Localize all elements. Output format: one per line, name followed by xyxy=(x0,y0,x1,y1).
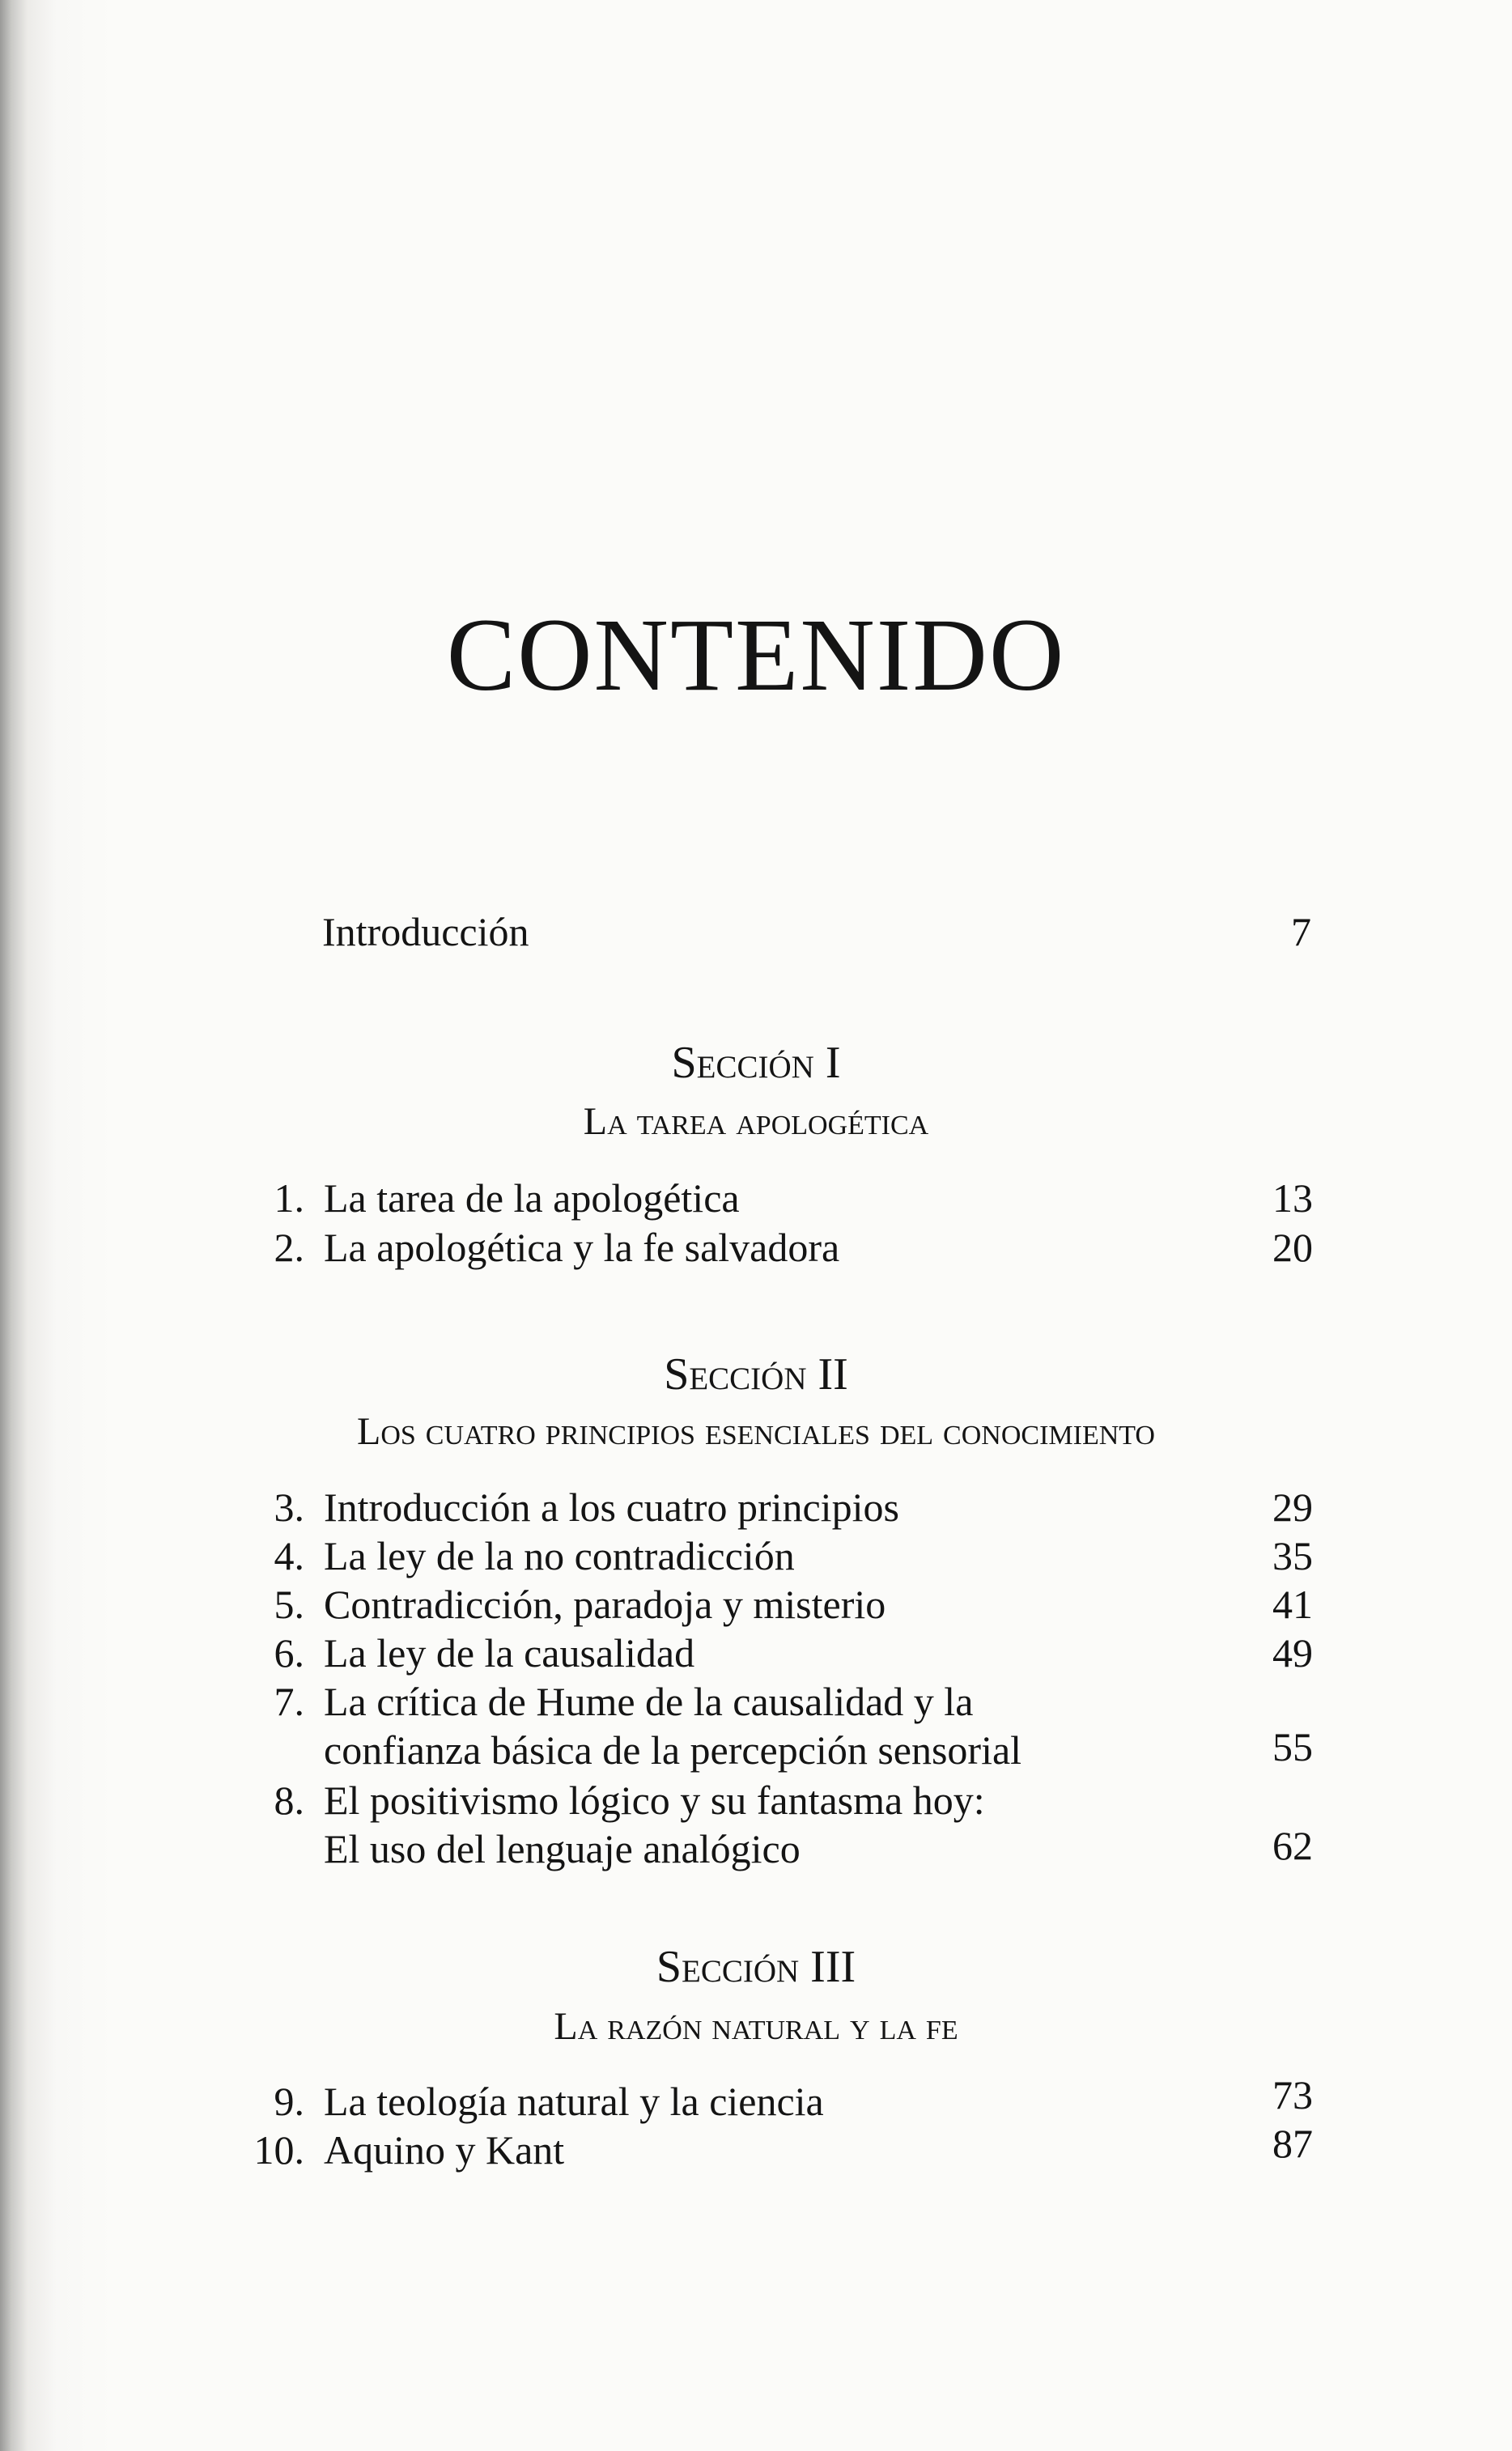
entry-page: 73 xyxy=(1272,2072,1313,2118)
entry-number: 5. xyxy=(274,1582,304,1627)
section-2-title: Los cuatro principios esenciales del conocimiento xyxy=(357,1410,1155,1453)
entry-number: 8. xyxy=(274,1778,304,1823)
entry-number: 3. xyxy=(274,1485,304,1530)
toc-entry xyxy=(0,1677,1512,1773)
entry-title: El positivismo lógico y su fantasma hoy: xyxy=(324,1778,985,1823)
section-3-title: La razón natural y la fe xyxy=(554,2005,958,2048)
entry-number: 4. xyxy=(274,1533,304,1578)
toc-entry xyxy=(0,1629,1512,1677)
entry-number: 2. xyxy=(274,1225,304,1270)
entry-title: La tarea de la apologética xyxy=(324,1175,740,1221)
entry-number: 10. xyxy=(253,2127,304,2173)
entry-title: La teología natural y la ciencia xyxy=(324,2079,824,2124)
entry-page: 87 xyxy=(1272,2121,1313,2166)
entry-number: 6. xyxy=(274,1630,304,1676)
entry-page: 20 xyxy=(1272,1225,1313,1270)
entry-title-continued: El uso del lenguaje analógico xyxy=(324,1826,801,1871)
entry-number: 1. xyxy=(274,1175,304,1221)
toc-entry xyxy=(0,1174,1512,1222)
section-2-number: Sección II xyxy=(664,1349,848,1400)
section-3-number: Sección III xyxy=(656,1942,856,1992)
entry-title: Introducción a los cuatro principios xyxy=(324,1485,899,1530)
page-title: CONTENIDO xyxy=(446,597,1066,712)
entry-number: 9. xyxy=(274,2079,304,2124)
entry-title-continued: confianza básica de la percepción sensorial xyxy=(324,1727,1022,1773)
entry-page: 49 xyxy=(1272,1630,1313,1676)
entry-title: La crítica de Hume de la causalidad y la xyxy=(324,1679,974,1724)
entry-title: Contradicción, paradoja y misterio xyxy=(324,1582,886,1627)
toc-entry xyxy=(0,1580,1512,1629)
toc-entry xyxy=(0,2072,1512,2126)
toc-entry xyxy=(0,1776,1512,1871)
entry-number: 7. xyxy=(274,1679,304,1724)
entry-title: La apologética y la fe salvadora xyxy=(324,1225,840,1270)
entry-page: 35 xyxy=(1272,1533,1313,1578)
section-1-title: La tarea apologética xyxy=(583,1100,929,1143)
entry-page: 62 xyxy=(1272,1823,1313,1868)
entry-title: Aquino y Kant xyxy=(324,2127,565,2173)
entry-page: 13 xyxy=(1272,1175,1313,1221)
entry-page: 41 xyxy=(1272,1582,1313,1627)
intro-page-number: 7 xyxy=(1291,909,1311,954)
entry-page: 29 xyxy=(1272,1485,1313,1530)
toc-entry xyxy=(0,1531,1512,1580)
toc-entry xyxy=(0,1223,1512,1272)
entry-page: 55 xyxy=(1272,1724,1313,1769)
entry-title: La ley de la no contradicción xyxy=(324,1533,795,1578)
section-1-number: Sección I xyxy=(671,1038,841,1088)
intro-label: Introducción xyxy=(322,909,529,954)
toc-entry xyxy=(0,2121,1512,2174)
toc-entry xyxy=(0,1483,1512,1531)
entry-title: La ley de la causalidad xyxy=(324,1630,695,1676)
